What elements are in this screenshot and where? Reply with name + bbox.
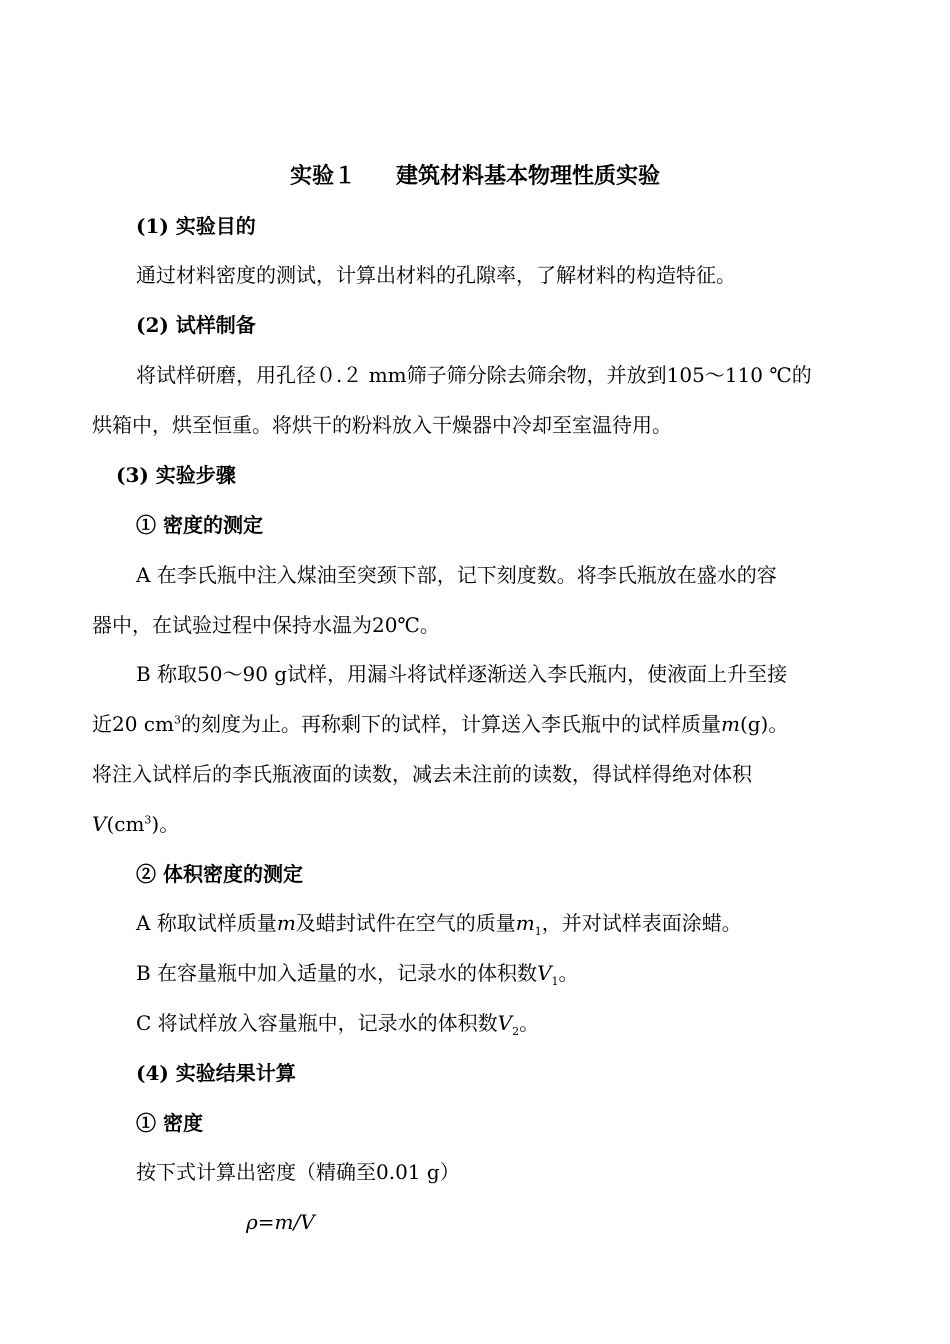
step-a-line-2: 器中，在试验过程中保持水温为20℃。	[92, 613, 440, 637]
subsection-bulk-density: ② 体积密度的测定	[136, 862, 303, 886]
experiment-title: 建筑材料基本物理性质实验	[396, 163, 661, 189]
page-title	[0, 162, 950, 190]
experiment-number: 实验１	[289, 163, 356, 189]
calculation-text: 按下式计算出密度（精确至0.01 g）	[136, 1160, 460, 1184]
section-1-text: 通过材料密度的测试，计算出材料的孔隙率，了解材料的构造特征。	[136, 263, 736, 287]
bulk-step-b: B 在容量瓶中加入适量的水，记录水的体积数$V_1$。	[136, 961, 579, 988]
section-2-heading: (2) 试样制备	[136, 313, 256, 337]
density-formula: ρ=m/V	[246, 1210, 315, 1234]
subsection-density-calc: ① 密度	[136, 1111, 203, 1135]
step-b-line-2: 近20 $cm^3$的刻度为止。再称剩下的试样，计算送入李氏瓶中的试样质量m(g)。	[92, 712, 789, 736]
section-2-line-1: 将试样研磨，用孔径０.２ mm筛子筛分除去筛余物，并放到105～110 ℃的	[136, 363, 812, 387]
step-a-line-1: A 在李氏瓶中注入煤油至突颈下部，记下刻度数。将李氏瓶放在盛水的容	[136, 563, 777, 587]
bulk-step-a: A 称取试样质量m及蜡封试件在空气的质量$m_1$，并对试样表面涂蜡。	[136, 911, 742, 938]
step-b-line-3: 将注入试样后的李氏瓶液面的读数，减去未注前的读数，得试样得绝对体积	[92, 762, 752, 786]
section-3-heading: (3) 实验步骤	[116, 463, 236, 487]
bulk-step-c: C 将试样放入容量瓶中，记录水的体积数$V_2$。	[136, 1011, 540, 1038]
step-b-line-4: $V(cm^3)$。	[92, 812, 180, 836]
subsection-density: ① 密度的测定	[136, 513, 263, 537]
step-b-line-1: B 称取50～90 g试样，用漏斗将试样逐渐送入李氏瓶内，使液面上升至接	[136, 662, 788, 686]
section-2-line-2: 烘箱中，烘至恒重。将烘干的粉料放入干燥器中冷却至室温待用。	[92, 413, 672, 437]
section-4-heading: (4) 实验结果计算	[136, 1061, 296, 1085]
section-1-heading: (1) 实验目的	[136, 214, 256, 238]
